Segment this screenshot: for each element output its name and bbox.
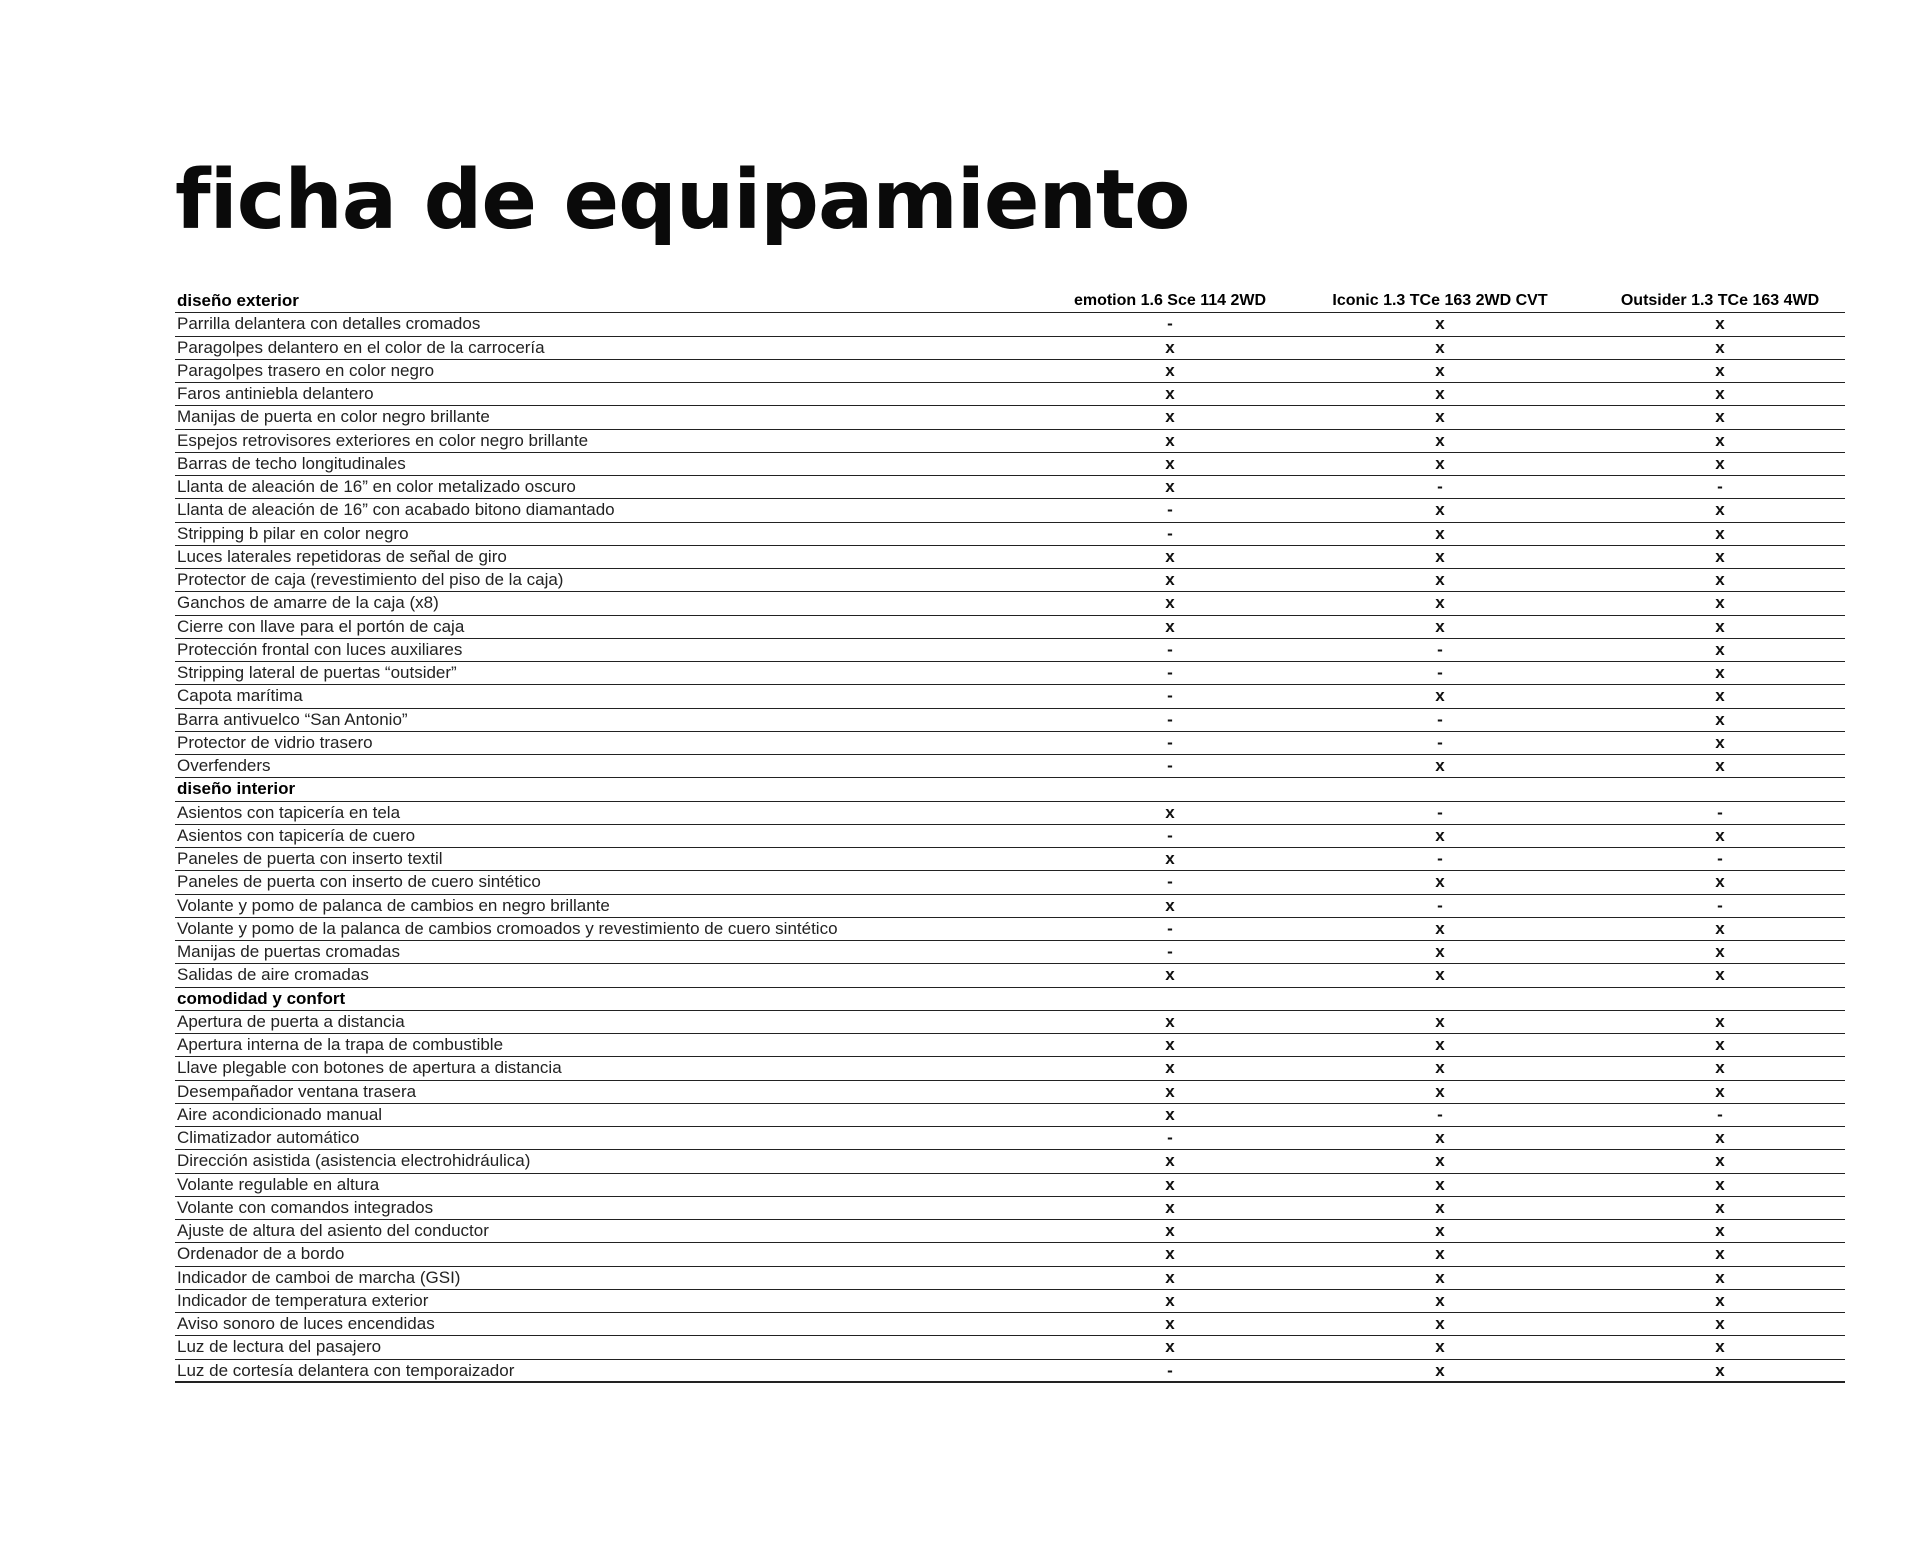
not-included-mark: - bbox=[1437, 732, 1443, 752]
included-mark: x bbox=[1715, 1221, 1725, 1240]
table-row bbox=[175, 918, 1845, 941]
feature-label: Salidas de aire cromadas bbox=[177, 965, 369, 985]
included-mark: x bbox=[1435, 593, 1445, 613]
included-mark: x bbox=[1435, 453, 1445, 473]
table-row bbox=[175, 709, 1845, 732]
table-row bbox=[175, 1220, 1845, 1243]
not-included-mark: - bbox=[1437, 849, 1443, 868]
table-row bbox=[175, 1150, 1845, 1173]
included-mark: x bbox=[1165, 1267, 1175, 1287]
included-mark: x bbox=[1435, 1360, 1445, 1380]
feature-label: Volante regulable en altura bbox=[177, 1174, 380, 1194]
included-mark: x bbox=[1435, 1221, 1445, 1240]
feature-label: Volante y pomo de la palanca de cambios cromoados y revestimiento de cuero sintético bbox=[177, 918, 838, 938]
included-mark: x bbox=[1715, 1360, 1725, 1380]
not-included-mark: - bbox=[1167, 663, 1173, 682]
not-included-mark: - bbox=[1167, 732, 1173, 752]
included-mark: x bbox=[1435, 337, 1445, 357]
included-mark: x bbox=[1715, 500, 1725, 520]
included-mark: x bbox=[1435, 1081, 1445, 1101]
feature-label: Paragolpes delantero en el color de la carrocería bbox=[177, 337, 545, 357]
included-mark: x bbox=[1435, 942, 1445, 961]
table-row bbox=[175, 499, 1845, 522]
feature-label: Faros antiniebla delantero bbox=[177, 384, 374, 403]
table-row bbox=[175, 360, 1845, 383]
table-row bbox=[175, 1011, 1845, 1034]
included-mark: x bbox=[1165, 1314, 1175, 1333]
included-mark: x bbox=[1165, 453, 1175, 473]
included-mark: x bbox=[1165, 1035, 1175, 1054]
feature-label: Volante y pomo de palanca de cambios en negro brillante bbox=[177, 895, 610, 915]
included-mark: x bbox=[1165, 593, 1175, 613]
feature-label: Asientos con tapicería de cuero bbox=[177, 825, 416, 845]
included-mark: x bbox=[1715, 360, 1725, 380]
not-included-mark: - bbox=[1167, 500, 1173, 520]
included-mark: x bbox=[1435, 1011, 1445, 1031]
feature-label: Luces laterales repetidoras de señal de giro bbox=[177, 546, 507, 566]
not-included-mark: - bbox=[1167, 825, 1173, 845]
included-mark: x bbox=[1715, 1081, 1725, 1101]
table-row bbox=[175, 895, 1845, 918]
included-mark: x bbox=[1165, 1081, 1175, 1101]
feature-label: Aviso sonoro de luces encendidas bbox=[177, 1314, 435, 1333]
included-mark: x bbox=[1165, 407, 1175, 427]
included-mark: x bbox=[1715, 1314, 1725, 1333]
feature-label: Espejos retrovisores exteriores en color negro brillante bbox=[177, 430, 589, 450]
included-mark: x bbox=[1715, 872, 1725, 892]
feature-label: Desempañador ventana trasera bbox=[177, 1081, 417, 1101]
feature-label: Aire acondicionado manual bbox=[177, 1104, 383, 1124]
included-mark: x bbox=[1715, 616, 1725, 636]
feature-label: Manijas de puerta en color negro brillante bbox=[177, 407, 490, 427]
included-mark: x bbox=[1165, 337, 1175, 357]
included-mark: x bbox=[1435, 1174, 1445, 1194]
table-row bbox=[175, 569, 1845, 592]
table-row bbox=[175, 1360, 1845, 1383]
table-row bbox=[175, 1057, 1845, 1080]
included-mark: x bbox=[1165, 430, 1175, 450]
included-mark: x bbox=[1715, 337, 1725, 357]
not-included-mark: - bbox=[1167, 756, 1173, 775]
included-mark: x bbox=[1715, 1337, 1725, 1357]
included-mark: x bbox=[1715, 918, 1725, 938]
table-row bbox=[175, 685, 1845, 708]
section-header-row bbox=[175, 988, 1845, 1011]
included-mark: x bbox=[1435, 1244, 1445, 1264]
feature-label: Ganchos de amarre de la caja (x8) bbox=[177, 593, 439, 613]
column-header: Outsider 1.3 TCe 163 4WD bbox=[1620, 292, 1820, 309]
included-mark: x bbox=[1435, 546, 1445, 566]
not-included-mark: - bbox=[1167, 1360, 1173, 1380]
included-mark: x bbox=[1715, 686, 1725, 706]
included-mark: x bbox=[1435, 825, 1445, 845]
included-mark: x bbox=[1165, 1174, 1175, 1194]
feature-label: Capota marítima bbox=[177, 686, 303, 706]
not-included-mark: - bbox=[1167, 639, 1173, 659]
table-row bbox=[175, 964, 1845, 987]
included-mark: x bbox=[1165, 360, 1175, 380]
included-mark: x bbox=[1165, 802, 1175, 822]
not-included-mark: - bbox=[1167, 523, 1173, 543]
included-mark: x bbox=[1435, 1128, 1445, 1147]
included-mark: x bbox=[1165, 1197, 1175, 1217]
included-mark: x bbox=[1435, 1267, 1445, 1287]
not-included-mark: - bbox=[1167, 942, 1173, 961]
included-mark: x bbox=[1165, 1058, 1175, 1078]
table-row bbox=[175, 662, 1845, 685]
included-mark: x bbox=[1165, 895, 1175, 915]
included-mark: x bbox=[1165, 616, 1175, 636]
table-row bbox=[175, 1197, 1845, 1220]
table-row bbox=[175, 1336, 1845, 1359]
table-row bbox=[175, 825, 1845, 848]
feature-label: Asientos con tapicería en tela bbox=[177, 802, 401, 822]
included-mark: x bbox=[1435, 1337, 1445, 1357]
feature-label: Llanta de aleación de 16” con acabado bitono diamantado bbox=[177, 500, 615, 520]
not-included-mark: - bbox=[1437, 1104, 1443, 1124]
not-included-mark: - bbox=[1717, 849, 1723, 868]
included-mark: x bbox=[1165, 1221, 1175, 1240]
included-mark: x bbox=[1165, 570, 1175, 589]
feature-label: Apertura interna de la trapa de combustible bbox=[177, 1035, 504, 1054]
feature-label: Llanta de aleación de 16” en color metalizado oscuro bbox=[177, 477, 576, 496]
included-mark: x bbox=[1715, 732, 1725, 752]
feature-label: Paragolpes trasero en color negro bbox=[177, 360, 435, 380]
not-included-mark: - bbox=[1437, 663, 1443, 682]
table-row bbox=[175, 337, 1845, 360]
included-mark: x bbox=[1715, 407, 1725, 427]
feature-label: Protección frontal con luces auxiliares bbox=[177, 639, 463, 659]
section-header-row bbox=[175, 290, 1845, 313]
section-title: diseño interior bbox=[177, 779, 296, 799]
table-row bbox=[175, 476, 1845, 499]
not-included-mark: - bbox=[1167, 918, 1173, 938]
table-row bbox=[175, 848, 1845, 871]
feature-label: Protector de caja (revestimiento del piso de la caja) bbox=[177, 570, 564, 589]
included-mark: x bbox=[1715, 570, 1725, 589]
included-mark: x bbox=[1435, 384, 1445, 403]
table-row bbox=[175, 430, 1845, 453]
table-row bbox=[175, 1243, 1845, 1266]
included-mark: x bbox=[1715, 1058, 1725, 1078]
included-mark: x bbox=[1715, 663, 1725, 682]
included-mark: x bbox=[1435, 407, 1445, 427]
included-mark: x bbox=[1435, 1314, 1445, 1333]
table-row bbox=[175, 546, 1845, 569]
feature-label: Apertura de puerta a distancia bbox=[177, 1011, 405, 1031]
table-row bbox=[175, 732, 1845, 755]
included-mark: x bbox=[1435, 360, 1445, 380]
feature-label: Overfenders bbox=[177, 756, 271, 775]
not-included-mark: - bbox=[1167, 872, 1173, 892]
table-row bbox=[175, 1290, 1845, 1313]
included-mark: x bbox=[1165, 1244, 1175, 1264]
feature-label: Luz de lectura del pasajero bbox=[177, 1337, 382, 1357]
not-included-mark: - bbox=[1167, 709, 1173, 729]
table-row bbox=[175, 802, 1845, 825]
feature-label: Indicador de temperatura exterior bbox=[177, 1290, 429, 1310]
column-header: emotion 1.6 Sce 114 2WD bbox=[1073, 292, 1267, 309]
included-mark: x bbox=[1715, 756, 1725, 775]
included-mark: x bbox=[1435, 1197, 1445, 1217]
table-row bbox=[175, 639, 1845, 662]
table-row bbox=[175, 1267, 1845, 1290]
included-mark: x bbox=[1435, 500, 1445, 520]
table-row bbox=[175, 1081, 1845, 1104]
not-included-mark: - bbox=[1437, 639, 1443, 659]
section-header-row bbox=[175, 778, 1845, 801]
feature-label: Cierre con llave para el portón de caja bbox=[177, 616, 465, 636]
table-row bbox=[175, 406, 1845, 429]
feature-label: Dirección asistida (asistencia electrohidráulica) bbox=[177, 1151, 531, 1171]
included-mark: x bbox=[1715, 1174, 1725, 1194]
table-row bbox=[175, 523, 1845, 546]
included-mark: x bbox=[1435, 616, 1445, 636]
included-mark: x bbox=[1715, 384, 1725, 403]
feature-label: Ajuste de altura del asiento del conductor bbox=[177, 1221, 489, 1240]
included-mark: x bbox=[1165, 1337, 1175, 1357]
not-included-mark: - bbox=[1717, 895, 1723, 915]
feature-label: Stripping b pilar en color negro bbox=[177, 523, 409, 543]
included-mark: x bbox=[1715, 546, 1725, 566]
included-mark: x bbox=[1165, 965, 1175, 985]
equipment-table bbox=[175, 290, 1845, 1383]
table-row bbox=[175, 941, 1845, 964]
included-mark: x bbox=[1715, 709, 1725, 729]
feature-label: Ordenador de a bordo bbox=[177, 1244, 345, 1264]
table-row bbox=[175, 616, 1845, 639]
feature-label: Climatizador automático bbox=[177, 1128, 360, 1147]
feature-label: Barras de techo longitudinales bbox=[177, 453, 406, 473]
included-mark: x bbox=[1165, 1151, 1175, 1171]
feature-label: Volante con comandos integrados bbox=[177, 1197, 434, 1217]
table-row bbox=[175, 755, 1845, 778]
included-mark: x bbox=[1715, 639, 1725, 659]
included-mark: x bbox=[1435, 965, 1445, 985]
included-mark: x bbox=[1165, 1011, 1175, 1031]
included-mark: x bbox=[1435, 686, 1445, 706]
included-mark: x bbox=[1715, 1267, 1725, 1287]
included-mark: x bbox=[1715, 453, 1725, 473]
section-title: diseño exterior bbox=[177, 291, 299, 310]
table-row bbox=[175, 313, 1845, 336]
included-mark: x bbox=[1715, 1128, 1725, 1147]
not-included-mark: - bbox=[1717, 477, 1723, 496]
included-mark: x bbox=[1435, 918, 1445, 938]
included-mark: x bbox=[1715, 825, 1725, 845]
page-title: ficha de equipamiento bbox=[175, 153, 1190, 248]
included-mark: x bbox=[1435, 1151, 1445, 1171]
feature-label: Luz de cortesía delantera con temporaizador bbox=[177, 1360, 515, 1380]
included-mark: x bbox=[1165, 1290, 1175, 1310]
included-mark: x bbox=[1165, 384, 1175, 403]
not-included-mark: - bbox=[1167, 686, 1173, 706]
not-included-mark: - bbox=[1717, 802, 1723, 822]
table-row bbox=[175, 453, 1845, 476]
included-mark: x bbox=[1715, 523, 1725, 543]
feature-label: Stripping lateral de puertas “outsider” bbox=[177, 663, 457, 682]
table-row bbox=[175, 383, 1845, 406]
included-mark: x bbox=[1715, 942, 1725, 961]
included-mark: x bbox=[1715, 593, 1725, 613]
included-mark: x bbox=[1715, 1011, 1725, 1031]
included-mark: x bbox=[1435, 314, 1445, 334]
not-included-mark: - bbox=[1437, 802, 1443, 822]
feature-label: Manijas de puertas cromadas bbox=[177, 942, 401, 961]
not-included-mark: - bbox=[1717, 1104, 1723, 1124]
table-row bbox=[175, 1104, 1845, 1127]
column-header: Iconic 1.3 TCe 163 2WD CVT bbox=[1332, 292, 1548, 309]
included-mark: x bbox=[1435, 523, 1445, 543]
not-included-mark: - bbox=[1167, 314, 1173, 334]
table-row bbox=[175, 1313, 1845, 1336]
included-mark: x bbox=[1715, 965, 1725, 985]
included-mark: x bbox=[1165, 546, 1175, 566]
not-included-mark: - bbox=[1437, 709, 1443, 729]
included-mark: x bbox=[1435, 1290, 1445, 1310]
feature-label: Indicador de camboi de marcha (GSI) bbox=[177, 1267, 461, 1287]
included-mark: x bbox=[1435, 570, 1445, 589]
feature-label: Barra antivuelco “San Antonio” bbox=[177, 709, 408, 729]
table-row bbox=[175, 871, 1845, 894]
included-mark: x bbox=[1165, 1104, 1175, 1124]
feature-label: Llave plegable con botones de apertura a distancia bbox=[177, 1058, 562, 1078]
included-mark: x bbox=[1715, 1290, 1725, 1310]
included-mark: x bbox=[1435, 1035, 1445, 1054]
included-mark: x bbox=[1165, 477, 1175, 496]
included-mark: x bbox=[1715, 314, 1725, 334]
not-included-mark: - bbox=[1167, 1128, 1173, 1147]
included-mark: x bbox=[1715, 430, 1725, 450]
included-mark: x bbox=[1435, 872, 1445, 892]
feature-label: Paneles de puerta con inserto textil bbox=[177, 849, 443, 868]
not-included-mark: - bbox=[1437, 895, 1443, 915]
feature-label: Protector de vidrio trasero bbox=[177, 732, 373, 752]
table-row bbox=[175, 1127, 1845, 1150]
not-included-mark: - bbox=[1437, 477, 1443, 496]
included-mark: x bbox=[1715, 1151, 1725, 1171]
included-mark: x bbox=[1715, 1244, 1725, 1264]
included-mark: x bbox=[1715, 1197, 1725, 1217]
section-title: comodidad y confort bbox=[177, 988, 346, 1008]
included-mark: x bbox=[1435, 756, 1445, 775]
included-mark: x bbox=[1435, 1058, 1445, 1078]
included-mark: x bbox=[1715, 1035, 1725, 1054]
table-row bbox=[175, 592, 1845, 615]
included-mark: x bbox=[1435, 430, 1445, 450]
feature-label: Parrilla delantera con detalles cromados bbox=[177, 314, 481, 334]
table-row bbox=[175, 1174, 1845, 1197]
feature-label: Paneles de puerta con inserto de cuero sintético bbox=[177, 872, 541, 892]
table-row bbox=[175, 1034, 1845, 1057]
included-mark: x bbox=[1165, 849, 1175, 868]
